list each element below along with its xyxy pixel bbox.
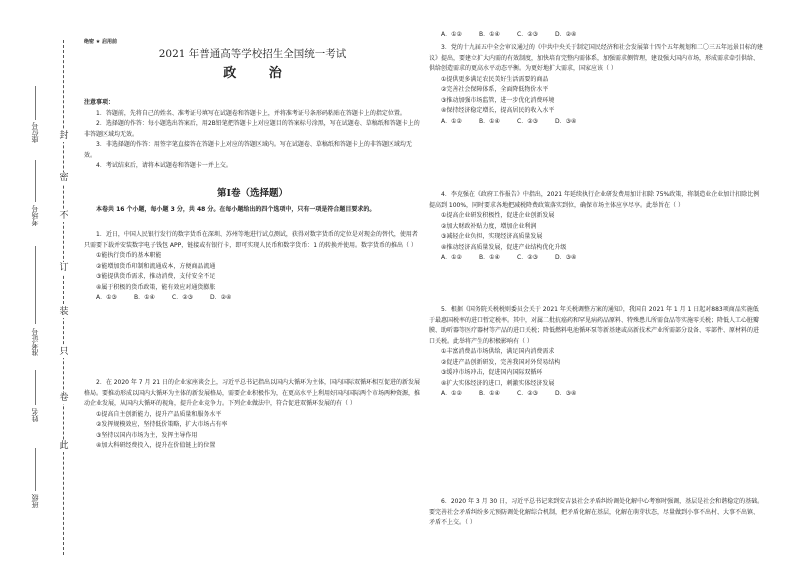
choice-d: D．②④ xyxy=(210,294,232,301)
choice-a: A．①② xyxy=(441,31,462,38)
note-item: 2．选择题的作答：每小题选出答案后，用2B铅笔把答题卡上对应题目的答案标号涂黑，写在试题卷、草稿纸和答题卡上的非答题区域均无效。 xyxy=(84,120,420,138)
choice-c: C．②③ xyxy=(517,31,538,38)
option: ④加大科研经费投入，提升在价值链上的位置 xyxy=(96,442,216,449)
seal-char: 不 xyxy=(59,211,69,221)
option: ①能执行货币的基本职能 xyxy=(96,252,162,259)
exam-title: 2021 年普通高等学校招生全国统一考试 xyxy=(158,48,347,60)
seal-char: 订 xyxy=(59,263,69,273)
choice-b: B．①④ xyxy=(479,117,500,125)
answer-choices xyxy=(429,30,764,41)
choice-c: C．②③ xyxy=(517,117,538,125)
note-item: 1．答题前，先将自己的姓名、准考证号填写在试题卷和答题卡上，并将准考证号条形码粘贴在答题卡上的指定位置。 xyxy=(96,109,406,117)
field-class: 班级 xyxy=(31,494,39,508)
seal-char: 密 xyxy=(59,173,69,183)
question-stem: 5．根据《国务院关税税则委员会关于 2021 年关税调整方案的通知》，我国自 2021 年 1 月 1 日起对883项商品实施低于最惠国税率的进口暂定税率。其中，对属二批抗癌药和罕见病药品原料、特殊患儿所需食品等实施零关税；降低人工心脏瓣膜、助听器等医疗器材等产品的进口关税；降低燃料电池循环泵等新基建或高新技术产业所需部分设备、零部件、原材料的进口关税。此举将产生的积极影响有（ ） xyxy=(429,306,760,345)
field-line xyxy=(35,370,36,405)
section-intro xyxy=(84,205,421,216)
binding-margin xyxy=(0,0,86,562)
question-stem: 4．李克强在《政府工作报告》中指出，2021 年延续执行企业研发费用加计扣除 75%政策，将制造业企业加计扣除比例提高到 100%，同时要求各地把减税降费政策落实到位，确保市场主体应享尽享。此举旨在（ ） xyxy=(429,191,760,209)
field-line xyxy=(35,448,36,491)
notes-block xyxy=(84,98,421,172)
notes-heading: 注意事项： xyxy=(84,99,115,106)
option: ③能提供货币需求，推动消费，支付安全不足 xyxy=(96,273,216,280)
option: ③减轻企业负担，实现经济高质量发展 xyxy=(441,233,543,240)
seal-char: 封 xyxy=(59,131,69,141)
field-seat-number: 座位号 xyxy=(31,122,39,143)
choice-a: A．①② xyxy=(441,390,462,397)
option: ③推动加强市场监管，进一步优化消费环境 xyxy=(441,96,555,104)
option: ③缓冲市场冲击，促进国内国际双循环 xyxy=(441,369,543,376)
choice-b: B．①④ xyxy=(479,390,500,397)
answer-choices xyxy=(429,389,764,400)
question-stem: 3．党的十九届五中全会审议通过的《中共中央关于制定国民经济和社会发展第十四个五年规划和二〇三五年远景目标的建议》提出，要建立扩大内需的有效制度，加快培育完整内需体系，加强需求侧管理，建设强大国内市场，形成需求牵引供给、供给创造需求的更高水平动态平衡。为更好地扩大需求，国家应该（ ） xyxy=(429,44,763,72)
question-4 xyxy=(429,190,764,264)
choice-b: B．①④ xyxy=(479,31,500,38)
option: ②加大财政补贴力度，增加企业利润 xyxy=(441,222,537,230)
answer-choices xyxy=(429,117,764,128)
choice-a: A．①③ xyxy=(96,294,117,301)
seal-char: 此 xyxy=(59,441,69,451)
secret-mark: 绝密 ★ 启用前 xyxy=(84,39,117,45)
question-2-choices xyxy=(429,30,764,41)
choice-d: D．③④ xyxy=(555,117,577,125)
seal-char: 只 xyxy=(59,347,69,357)
choice-a: A．①② xyxy=(441,254,462,261)
option: ②发挥规模效应，坚持低价策略，扩大市场占有率 xyxy=(96,421,228,428)
note-item: 3．非选择题的作答：用签字笔直接答在答题卡上对应的答题区域内。写在试题卷、草稿纸和答题卡上的非答题区域均无效。 xyxy=(84,141,412,159)
option: ④属于积极的货币政策，能有效应对通货膨胀 xyxy=(96,283,216,291)
field-line xyxy=(35,160,36,202)
answer-choices xyxy=(429,253,764,264)
option: ①提高自主创新能力，提升产品质量和服务水平 xyxy=(96,410,222,418)
choice-c: C．②③ xyxy=(517,254,538,261)
choice-b: B．①④ xyxy=(134,294,155,301)
subject-title: 政 治 xyxy=(223,66,296,81)
option: ④保持经济稳定增长，提高居民的收入水平 xyxy=(441,107,555,114)
question-2 xyxy=(84,378,421,452)
option: ①丰富消费品市场供给，满足国内消费需求 xyxy=(441,348,555,355)
option: ④扩大实体经济的进口，刺激实体经济发展 xyxy=(441,379,555,387)
field-admission-number: 准考证号 xyxy=(31,328,39,356)
section-intro-text: 本卷共 16 个小题，每小题 3 分，共 48 分。在每小题给出的四个选项中，只有一项是符合题目要求的。 xyxy=(96,206,376,213)
field-name: 姓名 xyxy=(31,408,39,422)
choice-d: D．③④ xyxy=(555,254,577,261)
option: ①提高企业研发积极性，促进企业创新发展 xyxy=(441,212,555,219)
question-stem: 6．2020 年 3 月 30 日，习近平总书记来到安吉县社会矛盾纠纷调处化解中心考察时强调，基层是社会和谐稳定的基础。要完善社会矛盾纠纷多元预防调处化解综合机制，把矛盾化解在基层，化解在萌芽状态，尽量做到小事不出村、大事不出镇、矛盾不上交。（ ） xyxy=(429,498,764,526)
option: ③坚持以国内市场为主，发挥主导作用 xyxy=(96,431,198,439)
choice-d: D．③④ xyxy=(555,390,577,397)
note-item: 4．考试结束后，请将本试题卷和答题卡一并上交。 xyxy=(96,162,232,169)
choice-c: C．②③ xyxy=(172,294,193,301)
choice-a: A．①② xyxy=(441,117,462,125)
option: ②能增加货币印制和流通成本，方便商品流通 xyxy=(96,262,216,270)
seal-char: 卷 xyxy=(59,393,69,403)
question-stem: 1．近日，中国人民银行发行的数字货币在深圳、苏州等地进行试点测试，获得对数字货币的定位是对现金的替代，使用者只需要下载并安装数字电子钱包 APP，链接或有银行卡，即可实现人民币和数字货币：1 的转换并使用。数字货币的推出（ ） xyxy=(84,231,418,249)
option: ②完善社会保障体系，全面降低物价水平 xyxy=(441,86,549,93)
question-stem: 2．在 2020 年 7 月 21 日的企业家座谈会上，习近平总书记指出以国内大循环为主体，国内国际双循环相互促进的新发展格局。要推动形成以国内大循环为主体的新发展格局，需要企业积极作为，在更高水平上利用好国内国际两个市场两种资源，推动企业发展，从国内大循环的视角，提升企业竞争力。下列企业做法中，符合促进双循环发展的有（ ） xyxy=(84,379,421,407)
answer-choices xyxy=(84,293,421,304)
choice-d: D．②④ xyxy=(555,31,577,38)
field-line xyxy=(35,86,36,120)
question-6 xyxy=(429,497,764,529)
question-1 xyxy=(84,230,421,304)
field-line xyxy=(35,246,36,324)
section-title: 第Ⅰ卷（选择题） xyxy=(217,188,288,199)
seal-line xyxy=(63,40,64,555)
seal-char: 装 xyxy=(59,307,69,317)
question-3 xyxy=(429,43,764,127)
option: ④推动经济高质量发展，促进产业结构优化升级 xyxy=(441,243,567,251)
choice-c: C．②③ xyxy=(517,390,538,397)
choice-b: B．①④ xyxy=(479,254,500,261)
option: ①提供更多满足农民美好生活需要的商品 xyxy=(441,75,549,83)
field-room-number: 考场号 xyxy=(31,205,39,226)
option: ②促进产品创新研发，完善我国对外贸易结构 xyxy=(441,358,561,366)
question-5 xyxy=(429,305,764,400)
